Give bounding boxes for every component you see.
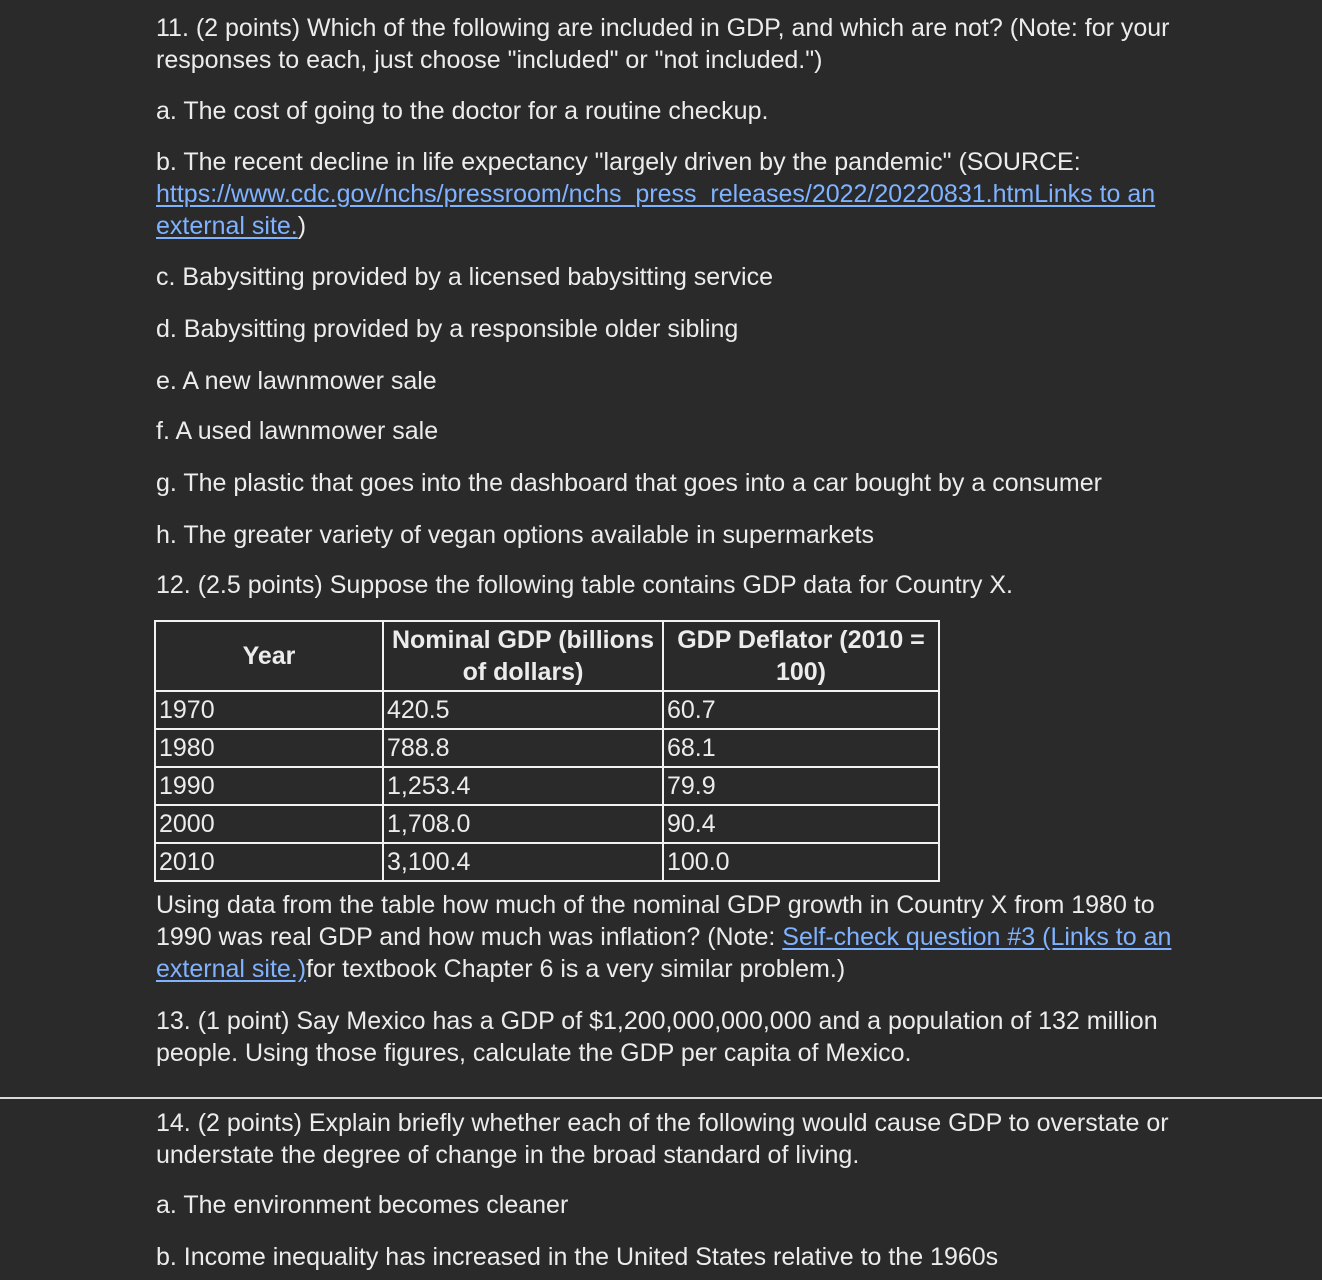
cell-nominal-gdp: 788.8 — [383, 729, 663, 767]
q11-item-e: e. A new lawnmower sale — [156, 367, 437, 395]
q11-item-g: g. The plastic that goes into the dashboard that goes into a car bought by a consumer — [156, 469, 1102, 497]
q12-followup — [156, 889, 1196, 985]
self-check-link[interactable]: Self-check question #3 (Links to an external site.) — [156, 923, 1172, 983]
q13-prompt: 13. (1 point) Say Mexico has a GDP of $1,200,000,000,000 and a population of 132 million people. Using those figures, calculate the GDP per capita of Mexico. — [156, 1007, 1158, 1067]
q14-prompt: 14. (2 points) Explain briefly whether each of the following would cause GDP to overstate or understate the degree of change in the broad standard of living. — [156, 1109, 1169, 1169]
header-nominal-gdp: Nominal GDP (billions of dollars) — [383, 621, 663, 691]
cdc-source-link[interactable]: https://www.cdc.gov/nchs/pressroom/nchs_press_releases/2022/20220831.htmLinks to an external site. — [156, 180, 1156, 240]
q11-item-a: a. The cost of going to the doctor for a routine checkup. — [156, 97, 769, 125]
header-gdp-deflator: GDP Deflator (2010 = 100) — [663, 621, 939, 691]
cell-nominal-gdp: 1,708.0 — [383, 805, 663, 843]
table-row — [155, 729, 939, 767]
q11-item-b-text: b. The recent decline in life expectancy "largely driven by the pandemic" (SOURCE: — [156, 148, 1081, 176]
table-row — [155, 843, 939, 881]
cell-year: 2010 — [155, 843, 383, 881]
gdp-data-table — [154, 620, 940, 882]
q11-prompt: 11. (2 points) Which of the following are included in GDP, and which are not? (Note: for your responses to each, just choose "included" or "not included.") — [156, 14, 1170, 74]
cell-deflator: 79.9 — [663, 767, 939, 805]
table-row — [155, 805, 939, 843]
table-row — [155, 767, 939, 805]
q11-item-c: c. Babysitting provided by a licensed babysitting service — [156, 263, 773, 291]
cell-nominal-gdp: 3,100.4 — [383, 843, 663, 881]
cell-deflator: 100.0 — [663, 843, 939, 881]
q14-item-b: b. Income inequality has increased in the United States relative to the 1960s — [156, 1243, 999, 1271]
cell-year: 1990 — [155, 767, 383, 805]
q11-item-h: h. The greater variety of vegan options available in supermarkets — [156, 521, 874, 549]
cell-deflator: 90.4 — [663, 805, 939, 843]
q12-followup-end: for textbook Chapter 6 is a very similar problem.) — [306, 955, 846, 983]
table-row — [155, 691, 939, 729]
q12-prompt: 12. (2.5 points) Suppose the following table contains GDP data for Country X. — [156, 571, 1013, 599]
cell-year: 1980 — [155, 729, 383, 767]
cell-deflator: 60.7 — [663, 691, 939, 729]
q11-item-b-close: ) — [297, 212, 307, 240]
q14-item-a: a. The environment becomes cleaner — [156, 1191, 569, 1219]
cell-year: 1970 — [155, 691, 383, 729]
table-header-row — [155, 621, 939, 691]
section-divider — [0, 1097, 1322, 1099]
cell-year: 2000 — [155, 805, 383, 843]
cell-deflator: 68.1 — [663, 729, 939, 767]
cell-nominal-gdp: 1,253.4 — [383, 767, 663, 805]
q11-item-f: f. A used lawnmower sale — [156, 417, 439, 445]
q11-item-b — [156, 146, 1196, 242]
header-year: Year — [155, 621, 383, 691]
cell-nominal-gdp: 420.5 — [383, 691, 663, 729]
q12-followup-text: Using data from the table how much of the nominal GDP growth in Country X from 1980 to 1990 was real GDP and how much was inflation? (Note: — [156, 891, 1155, 951]
q11-item-d: d. Babysitting provided by a responsible older sibling — [156, 315, 739, 343]
